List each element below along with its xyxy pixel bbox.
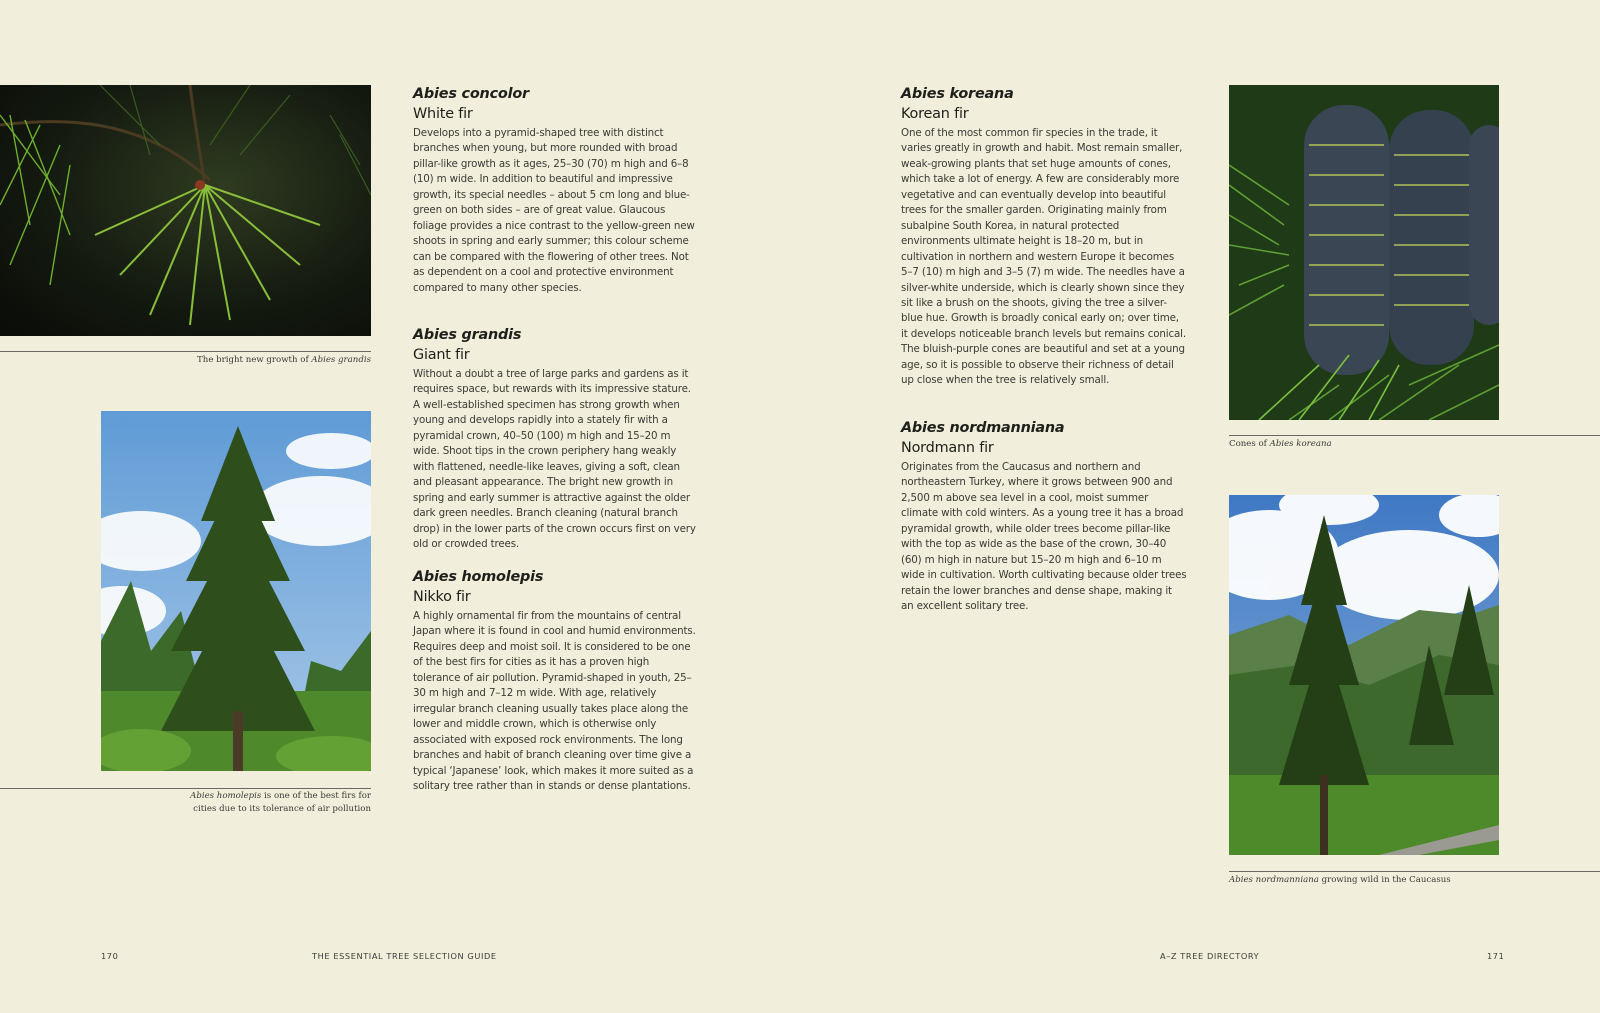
species-description: A highly ornamental fir from the mountains of central Japan where it is found in cool and humid environments. Requires deep and moist soil. It is considered to be one of the best firs for cities as it has a proven high tolerance of air pollution. Pyramid-shaped in youth, 25–30 m high and 7–12 m wide. With age, relatively irregular branch cleaning usually takes place along the lower and middle crown, which is otherwise only associated with exposed rock environments. The long branches and habit of branch cleaning over time give a typical ‘Japanese’ look, which makes it more suited as a solitary tree rather than in stands or dense plantations. — [413, 610, 696, 792]
species-latin-name: Abies koreana — [901, 86, 1014, 102]
page-number-right: 171 — [1487, 951, 1505, 961]
entry-abies-grandis — [413, 326, 699, 552]
abies-koreana-cones-photo — [1229, 85, 1499, 420]
species-latin-name: Abies grandis — [413, 327, 522, 343]
species-latin-name: Abies concolor — [413, 86, 529, 102]
entry-abies-homolepis — [413, 568, 699, 794]
photo-caption-homolepis: Abies homolepis is one of the best firs for cities due to its tolerance of air pollution — [190, 791, 371, 814]
species-common-name: Nikko fir — [413, 589, 471, 605]
species-description: Develops into a pyramid-shaped tree with distinct branches when young, but more rounded with broad pillar-like growth as it ages, 25–30 (70) m high and 6–8 (10) m wide. In addition to beautiful and impressive growth, its special needles – about 5 cm long and blue-green on both sides – are of great value. Glaucous foliage provides a nice contrast to the yellow-green new shoots in spring and early summer; this colour scheme can be compared with the flowering of other trees. Not as dependent on a cool and protective environment compared to many other species. — [413, 127, 695, 294]
species-common-name: White fir — [413, 106, 473, 122]
caption-rule — [1229, 871, 1600, 872]
caption-rule — [0, 788, 371, 789]
abies-nordmanniana-tree-photo — [1229, 495, 1499, 855]
entry-abies-concolor — [413, 85, 699, 296]
photo-caption-nordmanniana: Abies nordmanniana growing wild in the Caucasus — [1229, 875, 1451, 885]
entry-abies-koreana — [901, 85, 1187, 389]
running-title-right: A–Z TREE DIRECTORY — [1160, 951, 1260, 961]
caption-rule — [1229, 435, 1600, 436]
photo-caption-koreana: Cones of Abies koreana — [1229, 439, 1332, 449]
species-latin-name: Abies homolepis — [413, 569, 544, 585]
species-description: Originates from the Caucasus and northern and northeastern Turkey, where it grows between 900 and 2,500 m above sea level in a cool, moist summer climate with cold winters. As a young tree it has a broad pyramidal growth, while older trees become pillar-like with the top as wide as the base of the crown, 30–40 (60) m high in nature but 15–20 m high and 6–10 m wide in cultivation. Worth cultivating because older trees retain the lower branches and dense shape, making it an excellent solitary tree. — [901, 461, 1187, 613]
photo-caption-grandis: The bright new growth of Abies grandis — [197, 355, 371, 365]
species-description: One of the most common fir species in the trade, it varies greatly in growth and habit. Most remain smaller, weak-growing plants that set huge amounts of cones, which take a lot of energy. A few are considerably more vegetative and can eventually develop into beautiful trees for the smaller garden. Originating mainly from subalpine South Korea, in natural protected environments ultimate height is 18–20 m, but in cultivation in northern and western Europe it becomes 5–7 (10) m high and 3–5 (7) m wide. The needles have a silver-white underside, which is clearly shown since they sit like a brush on the shoots, giving the tree a silver-blue hue. Growth is broadly conical early on; over time, it develops noticeable branch levels but remains conical. The bluish-purple cones are beautiful and set at a young age, so it is possible to observe their richness of detail up close when the tree is relatively small. — [901, 127, 1187, 387]
abies-grandis-foliage-photo — [0, 85, 371, 336]
species-common-name: Giant fir — [413, 347, 470, 363]
species-common-name: Korean fir — [901, 106, 969, 122]
caption-rule — [0, 351, 371, 352]
species-latin-name: Abies nordmanniana — [901, 420, 1065, 436]
page-number-left: 170 — [101, 951, 119, 961]
species-common-name: Nordmann fir — [901, 440, 994, 456]
abies-homolepis-tree-photo — [101, 411, 371, 771]
entry-abies-nordmanniana — [901, 419, 1187, 615]
species-description: Without a doubt a tree of large parks and gardens as it requires space, but rewards with its impressive stature. A well-established specimen has strong growth when young and develops rapidly into a stately fir with a pyramidal crown, 40–50 (100) m high and 15–20 m wide. Shoot tips in the crown periphery hang weakly with flattened, needle-like leaves, giving a soft, clean and pleasant appearance. The bright new growth in spring and early summer is attractive against the older dark green needles. Branch cleaning (natural branch drop) in the lower parts of the crown occurs first on very old or crowded trees. — [413, 368, 696, 550]
running-title-left: THE ESSENTIAL TREE SELECTION GUIDE — [312, 951, 497, 961]
